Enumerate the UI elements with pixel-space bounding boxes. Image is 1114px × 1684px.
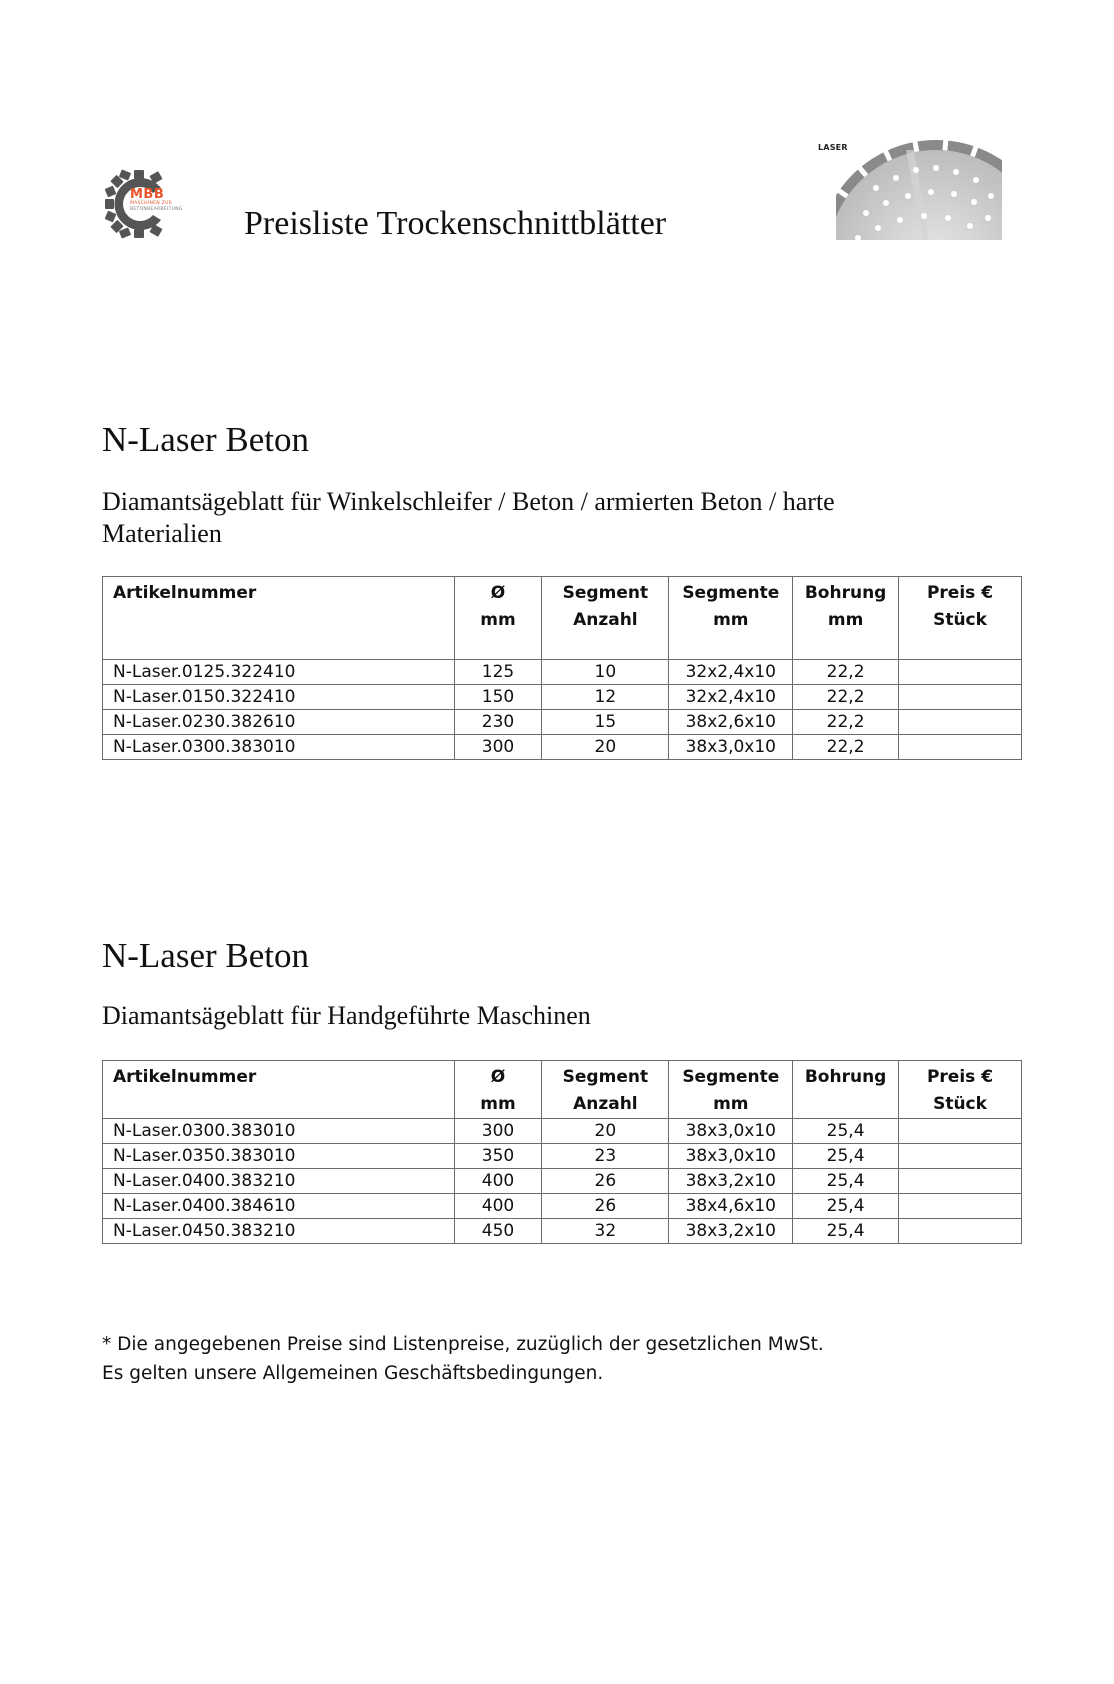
cell-price — [899, 735, 1022, 760]
cell-segment-count: 26 — [542, 1194, 669, 1219]
table-row — [103, 685, 1022, 710]
table-row — [103, 710, 1022, 735]
cell-bore: 25,4 — [793, 1119, 899, 1144]
column-header-segment-size: Segmente mm — [669, 1061, 793, 1119]
section-title: N-Laser Beton — [102, 420, 310, 459]
section-subtitle: Diamantsägeblatt für Handgeführte Maschinen — [102, 1001, 591, 1030]
cell-article: N-Laser.0350.383010 — [103, 1144, 455, 1169]
diamond-saw-blade-icon — [836, 138, 1002, 240]
cell-article: N-Laser.0400.383210 — [103, 1169, 455, 1194]
table-row — [103, 1169, 1022, 1194]
cell-price — [899, 1219, 1022, 1244]
cell-price — [899, 1169, 1022, 1194]
column-header-diameter: Ø mm — [454, 577, 542, 660]
column-header-price: Preis € Stück — [899, 1061, 1022, 1119]
column-header-segment-count: Segment Anzahl — [542, 1061, 669, 1119]
table-row — [103, 1219, 1022, 1244]
cell-diameter: 450 — [454, 1219, 542, 1244]
cell-segment-count: 20 — [542, 1119, 669, 1144]
cell-price — [899, 1194, 1022, 1219]
cell-segment-size: 32x2,4x10 — [669, 685, 793, 710]
table-row — [103, 1194, 1022, 1219]
cell-segment-count: 20 — [542, 735, 669, 760]
cell-diameter: 400 — [454, 1169, 542, 1194]
column-header-artikelnummer: Artikelnummer — [103, 1061, 455, 1119]
cell-segment-size: 32x2,4x10 — [669, 660, 793, 685]
cell-article: N-Laser.0150.322410 — [103, 685, 455, 710]
column-header-diameter: Ø mm — [454, 1061, 542, 1119]
cell-price — [899, 685, 1022, 710]
cell-bore: 25,4 — [793, 1219, 899, 1244]
cell-bore: 25,4 — [793, 1144, 899, 1169]
cell-segment-size: 38x3,0x10 — [669, 1119, 793, 1144]
footnote-terms: Es gelten unsere Allgemeinen Geschäftsbedingungen. — [102, 1363, 604, 1384]
logo-brand: MBB — [130, 187, 165, 202]
cell-segment-count: 12 — [542, 685, 669, 710]
table-header-row — [103, 1061, 1022, 1119]
cell-segment-count: 15 — [542, 710, 669, 735]
cell-segment-count: 32 — [542, 1219, 669, 1244]
cell-segment-size: 38x3,2x10 — [669, 1169, 793, 1194]
cell-price — [899, 710, 1022, 735]
cell-article: N-Laser.0300.383010 — [103, 735, 455, 760]
cell-price — [899, 660, 1022, 685]
cell-bore: 22,2 — [793, 735, 899, 760]
cell-bore: 22,2 — [793, 710, 899, 735]
table-header-row — [103, 577, 1022, 660]
cell-article: N-Laser.0230.382610 — [103, 710, 455, 735]
price-table — [102, 1060, 1022, 1244]
cell-diameter: 230 — [454, 710, 542, 735]
cell-segment-size: 38x4,6x10 — [669, 1194, 793, 1219]
cell-diameter: 300 — [454, 1119, 542, 1144]
cell-diameter: 150 — [454, 685, 542, 710]
cell-segment-count: 26 — [542, 1169, 669, 1194]
cell-segment-size: 38x2,6x10 — [669, 710, 793, 735]
cell-segment-size: 38x3,0x10 — [669, 735, 793, 760]
cell-diameter: 300 — [454, 735, 542, 760]
logo-tagline-2: BETONBEARBEITUNG — [130, 207, 183, 212]
cell-price — [899, 1144, 1022, 1169]
logo-tagline-1: MASCHINEN ZUR — [130, 201, 173, 206]
cell-bore: 25,4 — [793, 1169, 899, 1194]
cell-segment-size: 38x3,2x10 — [669, 1219, 793, 1244]
section-subtitle: Diamantsägeblatt für Winkelschleifer / Beton / armierten Beton / harte Materialien — [102, 487, 835, 548]
table-row — [103, 1119, 1022, 1144]
table-row — [103, 735, 1022, 760]
cell-segment-count: 10 — [542, 660, 669, 685]
table-row — [103, 1144, 1022, 1169]
footnote-vat: * Die angegebenen Preise sind Listenpreise, zuzüglich der gesetzlichen MwSt. — [102, 1334, 824, 1355]
cell-article: N-Laser.0125.322410 — [103, 660, 455, 685]
column-header-segment-size: Segmente mm — [669, 577, 793, 660]
product-image-label: LASER — [818, 143, 848, 152]
cell-price — [899, 1119, 1022, 1144]
cell-diameter: 125 — [454, 660, 542, 685]
cell-bore: 22,2 — [793, 685, 899, 710]
cell-diameter: 350 — [454, 1144, 542, 1169]
column-header-artikelnummer: Artikelnummer — [103, 577, 455, 660]
cell-segment-count: 23 — [542, 1144, 669, 1169]
cell-article: N-Laser.0450.383210 — [103, 1219, 455, 1244]
cell-bore: 25,4 — [793, 1194, 899, 1219]
cell-segment-size: 38x3,0x10 — [669, 1144, 793, 1169]
table-row — [103, 660, 1022, 685]
cell-bore: 22,2 — [793, 660, 899, 685]
price-table — [102, 576, 1022, 760]
section-title: N-Laser Beton — [102, 936, 310, 975]
cell-article: N-Laser.0400.384610 — [103, 1194, 455, 1219]
column-header-segment-count: Segment Anzahl — [542, 577, 669, 660]
company-logo — [103, 168, 213, 240]
column-header-price: Preis € Stück — [899, 577, 1022, 660]
document-title: Preisliste Trockenschnittblätter — [244, 205, 667, 242]
column-header-bore: Bohrung — [793, 1061, 899, 1119]
footnote — [102, 1330, 824, 1388]
column-header-bore: Bohrung mm — [793, 577, 899, 660]
cell-diameter: 400 — [454, 1194, 542, 1219]
cell-article: N-Laser.0300.383010 — [103, 1119, 455, 1144]
